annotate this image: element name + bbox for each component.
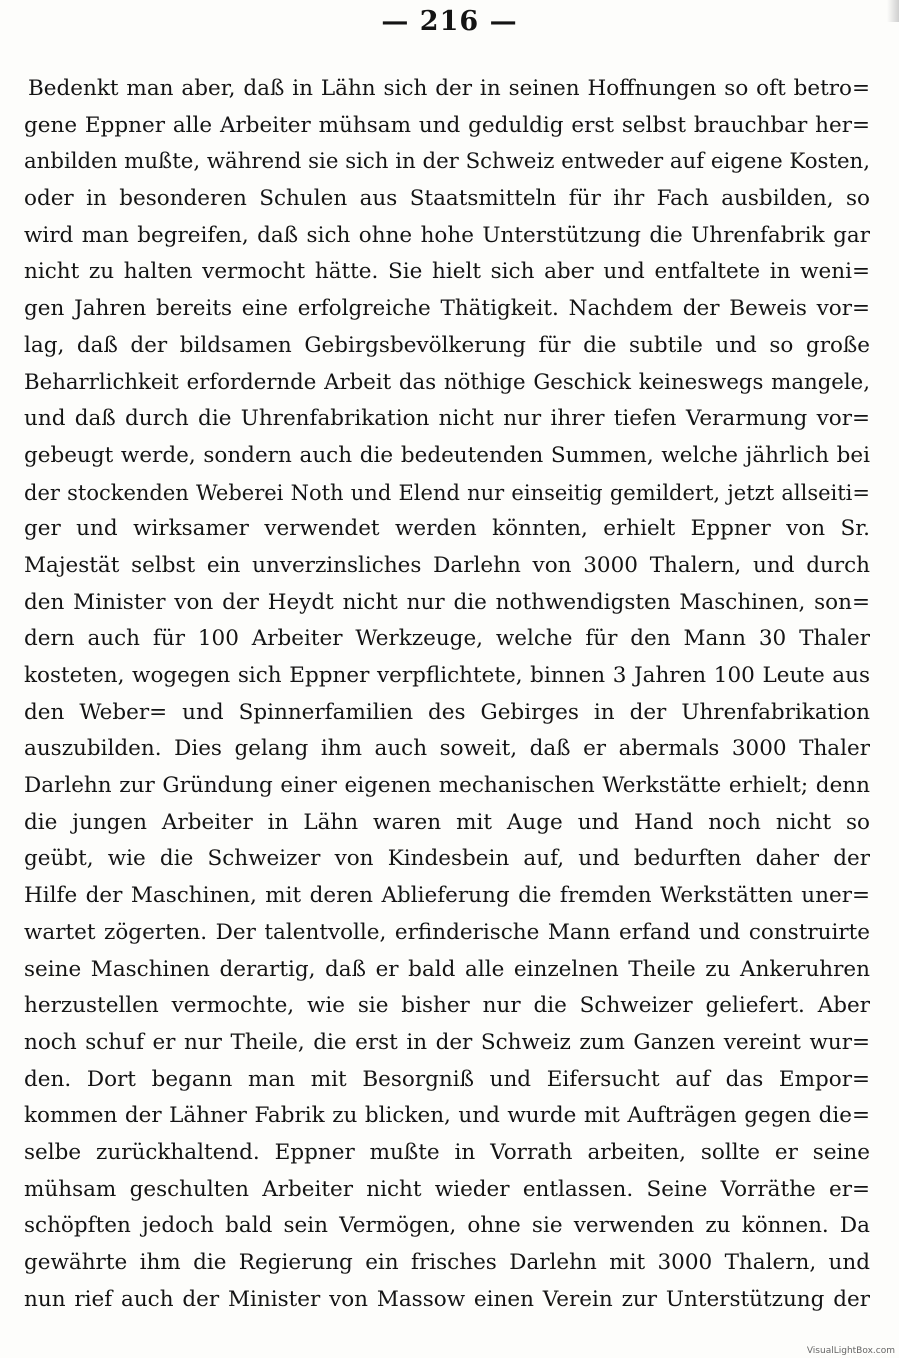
text-line: den Minister von der Heydt nicht nur die nothwendigsten Maschinen, son= [24, 589, 870, 615]
text-line: lag, daß der bildsamen Gebirgsbevölkerung für die subtile und so große [24, 332, 870, 358]
text-line: anbilden mußte, während sie sich in der Schweiz entweder auf eigene Kosten, [24, 149, 870, 175]
text-line: oder in besonderen Schulen aus Staatsmitteln für ihr Fach ausbilden, so [24, 186, 870, 212]
text-line: gebeugt werde, sondern auch die bedeutenden Summen, welche jährlich bei [24, 442, 870, 468]
text-line: kosteten, wogegen sich Eppner verpflichtete, binnen 3 Jahren 100 Leute aus [24, 663, 870, 688]
text-line: gewährte ihm die Regierung ein frisches Darlehn mit 3000 Thalern, und [24, 1250, 870, 1275]
text-line: Darlehn zur Gründung einer eigenen mechanischen Werkstätte erhielt; denn [24, 773, 870, 799]
body-text [24, 71, 870, 1318]
text-line: gen Jahren bereits eine erfolgreiche Thätigkeit. Nachdem der Beweis vor= [24, 296, 870, 322]
text-line: kommen der Lähner Fabrik zu blicken, und wurde mit Aufträgen gegen die= [24, 1103, 870, 1129]
text-line: ger und wirksamer verwendet werden könnten, erhielt Eppner von Sr. [24, 516, 870, 542]
text-line: der stockenden Weberei Noth und Elend nur einseitig gemildert, jetzt allseiti= [24, 480, 870, 505]
text-line: selbe zurückhaltend. Eppner mußte in Vorrath arbeiten, sollte er seine [24, 1139, 870, 1165]
watermark: VisualLightBox.com [806, 1346, 895, 1356]
text-line: auszubilden. Dies gelang ihm auch soweit, daß er abermals 3000 Thaler [24, 736, 870, 762]
text-line: dern auch für 100 Arbeiter Werkzeuge, welche für den Mann 30 Thaler [24, 626, 870, 652]
text-line: seine Maschinen derartig, daß er bald alle einzelnen Theile zu Ankeruhren [24, 956, 870, 982]
text-line: Hilfe der Maschinen, mit deren Ablieferung die fremden Werkstätten uner= [24, 883, 870, 909]
text-line: nicht zu halten vermocht hätte. Sie hielt sich aber und entfaltete in weni= [24, 259, 870, 285]
text-line: die jungen Arbeiter in Lähn waren mit Auge und Hand noch nicht so [24, 809, 870, 835]
text-line: Beharrlichkeit erfordernde Arbeit das nöthige Geschick keineswegs mangele, [24, 369, 870, 395]
text-line: gene Eppner alle Arbeiter mühsam und geduldig erst selbst brauchbar her= [24, 112, 870, 138]
text-line: noch schuf er nur Theile, die erst in der Schweiz zum Ganzen vereint wur= [24, 1029, 870, 1055]
text-line: und daß durch die Uhrenfabrikation nicht nur ihrer tiefen Verarmung vor= [24, 406, 870, 432]
text-line: wird man begreifen, daß sich ohne hohe Unterstützung die Uhrenfabrik gar [24, 222, 870, 248]
text-line: Majestät selbst ein unverzinsliches Darlehn von 3000 Thalern, und durch [24, 552, 870, 578]
text-line: den. Dort begann man mit Besorgniß und Eifersucht auf das Empor= [24, 1066, 870, 1092]
text-line: nun rief auch der Minister von Massow einen Verein zur Unterstützung der [24, 1286, 870, 1312]
text-line: wartet zögerten. Der talentvolle, erfinderische Mann erfand und construirte [24, 919, 870, 945]
text-line: geübt, wie die Schweizer von Kindesbein auf, und bedurften daher der [24, 846, 870, 872]
text-line: Bedenkt man aber, daß in Lähn sich der in seinen Hoffnungen so oft betro= [28, 76, 870, 101]
text-line: den Weber= und Spinnerfamilien des Gebirges in der Uhrenfabrikation [24, 699, 870, 725]
page-number: — 216 — [381, 6, 518, 37]
text-line: herzustellen vermochte, wie sie bisher nur die Schweizer geliefert. Aber [24, 993, 870, 1019]
text-line: mühsam geschulten Arbeiter nicht wieder entlassen. Seine Vorräthe er= [24, 1176, 870, 1202]
text-line: schöpften jedoch bald sein Vermögen, ohne sie verwenden zu können. Da [24, 1213, 870, 1239]
